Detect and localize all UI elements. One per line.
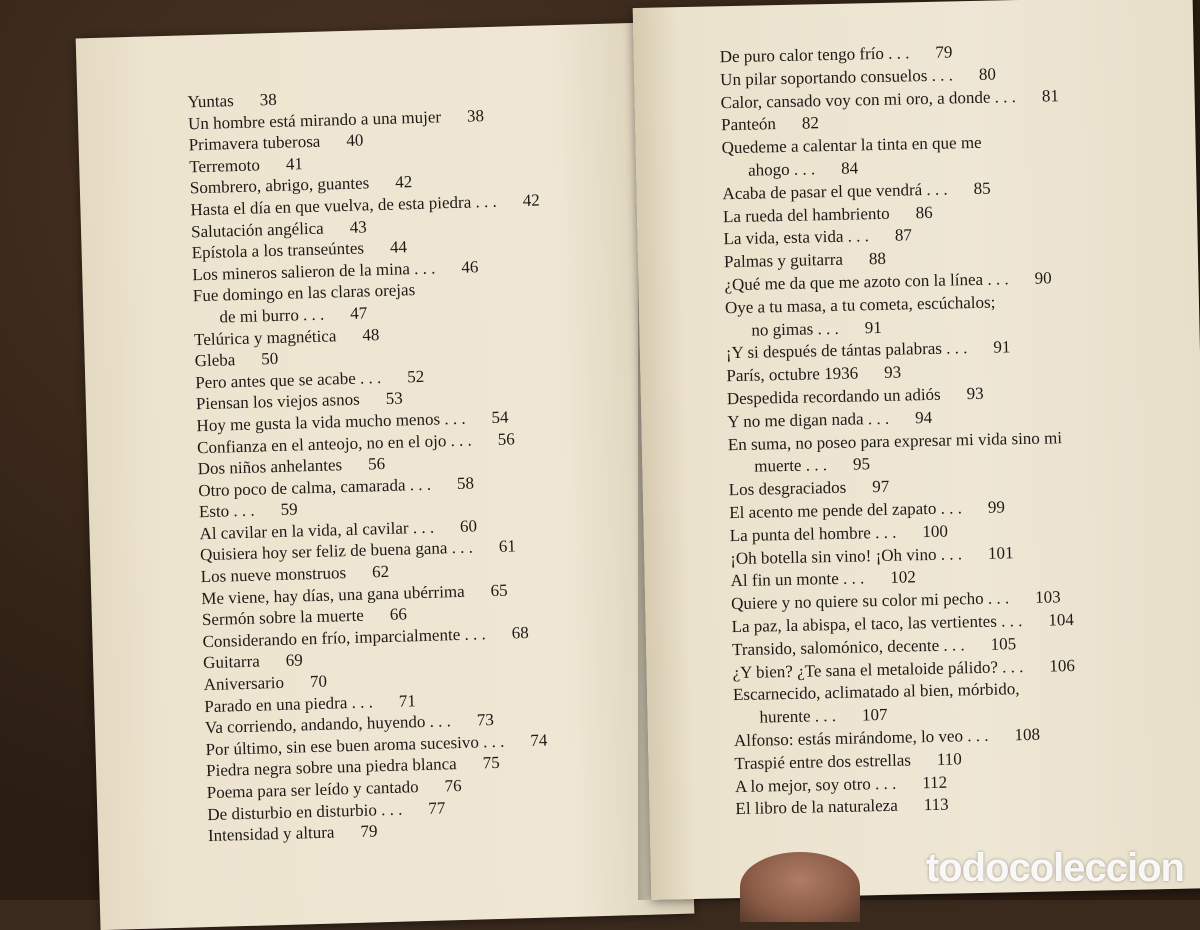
toc-entry-title: ¿Qué me da que me azoto con la línea . . . <box>724 269 1009 295</box>
toc-page-number: 79 <box>935 42 953 62</box>
toc-page-number: 75 <box>482 753 500 773</box>
toc-entry-title: La vida, esta vida . . . <box>723 226 870 249</box>
toc-page-number: 113 <box>923 794 949 815</box>
toc-page-number: 65 <box>490 580 508 600</box>
toc-page-number: 59 <box>280 499 298 520</box>
toc-page-number: 73 <box>476 710 495 730</box>
toc-entry-title: Los mineros salieron de la mina . . . <box>192 258 436 285</box>
toc-entry-continuation-text: de mi burro . . . <box>219 304 325 327</box>
toc-page-number: 93 <box>883 362 902 383</box>
toc-entry-title: Telúrica y magnética <box>193 325 337 349</box>
toc-entry-title: Palmas y guitarra <box>723 249 844 272</box>
toc-entry-title: El acento me pende del zapato . . . <box>729 498 963 523</box>
left-page <box>76 22 695 930</box>
toc-entry-title: París, octubre 1936 <box>726 363 859 386</box>
toc-entry-continuation-text: ahogo . . . <box>747 159 816 180</box>
toc-entry-continuation-text: muerte . . . <box>754 455 828 476</box>
toc-entry-title: Sermón sobre la muerte <box>201 605 365 630</box>
toc-entry-title: Hasta el día en que vuelva, de esta piedra . . . <box>190 191 497 220</box>
toc-entry-title: Y no me digan nada . . . <box>727 408 890 431</box>
toc-entry-title: Fue domingo en las claras orejas <box>192 280 416 306</box>
toc-page-number: 56 <box>497 428 516 449</box>
toc-entry-title: A lo mejor, soy otro . . . <box>734 773 897 796</box>
toc-entry-title: Gleba <box>194 350 236 371</box>
left-contents-list <box>187 79 648 847</box>
toc-entry-title: De disturbio en disturbio . . . <box>207 799 403 824</box>
toc-entry-title: Intensidad y altura <box>207 822 335 846</box>
toc-entry-title: Salutación angélica <box>190 218 324 241</box>
toc-page-number: 84 <box>840 158 859 178</box>
toc-page-number: 94 <box>914 407 933 428</box>
toc-page-number: 66 <box>389 604 408 625</box>
toc-page-number: 81 <box>1041 85 1060 106</box>
toc-entry-title: Aniversario <box>203 672 285 695</box>
toc-entry-title: En suma, no poseo para expresar mi vida sino mi <box>727 427 1063 454</box>
toc-page-number: 47 <box>350 303 368 323</box>
toc-entry-title: Calor, cansado voy con mi oro, a donde . . . <box>720 86 1017 112</box>
toc-page-number: 99 <box>987 497 1006 517</box>
toc-page-number: 58 <box>456 473 475 493</box>
toc-page-number: 106 <box>1049 655 1076 676</box>
toc-entry-title: Transido, salomónico, decente . . . <box>731 635 965 659</box>
toc-page-number: 86 <box>915 202 933 222</box>
toc-entry-title: Oye a tu masa, a tu cometa, escúchalos; <box>724 292 996 317</box>
toc-page-number: 103 <box>1034 587 1061 607</box>
toc-entry-title: Piedra negra sobre una piedra blanca <box>205 754 457 781</box>
toc-page-number: 82 <box>801 113 820 133</box>
toc-page-number: 42 <box>522 190 540 211</box>
toc-entry-title: Quedeme a calentar la tinta en que me <box>721 133 982 158</box>
toc-page-number: 79 <box>360 821 378 842</box>
toc-entry-title: Al fin un monte . . . <box>730 568 865 591</box>
right-contents-list <box>719 37 1155 821</box>
toc-page-number: 107 <box>861 705 888 725</box>
toc-entry-title: Sombrero, abrigo, guantes <box>189 173 370 198</box>
toc-page-number: 90 <box>1034 268 1052 288</box>
toc-entry-title: El libro de la naturaleza <box>735 796 898 819</box>
toc-page-number: 104 <box>1048 609 1075 630</box>
toc-entry-title: Los nueve monstruos <box>200 563 347 587</box>
toc-page-number: 76 <box>444 775 462 796</box>
toc-entry-title: Va corriendo, andando, huyendo . . . <box>204 711 452 738</box>
toc-entry-title: La paz, la abispa, el taco, las vertientes . . . <box>731 610 1023 637</box>
toc-entry-continuation-text: no gimas . . . <box>751 318 839 340</box>
toc-page-number: 52 <box>406 366 425 387</box>
toc-entry-continuation-text: hurente . . . <box>759 706 837 727</box>
toc-page-number: 70 <box>309 671 328 692</box>
toc-page-number: 85 <box>973 178 991 198</box>
toc-entry-title: Quisiera hoy ser feliz de buena gana . . . <box>199 538 474 565</box>
toc-entry-title: Epístola a los transeúntes <box>191 238 365 263</box>
toc-page-number: 38 <box>466 105 485 126</box>
toc-page-number: 105 <box>990 633 1017 654</box>
toc-page-number: 62 <box>371 561 390 582</box>
toc-entry-title: Acaba de pasar el que vendrá . . . <box>722 179 948 204</box>
toc-entry-title: Esto . . . <box>198 500 255 522</box>
toc-page-number: 53 <box>385 388 403 409</box>
toc-page-number: 61 <box>498 536 517 557</box>
toc-page-number: 46 <box>461 257 479 277</box>
toc-page-number: 100 <box>922 521 949 541</box>
toc-page-number: 68 <box>511 622 529 643</box>
toc-entry-title: Terremoto <box>189 155 261 177</box>
toc-page-number: 91 <box>864 317 882 337</box>
toc-entry-title: Yuntas <box>187 91 235 112</box>
toc-entry-title: ¡Y si después de tántas palabras . . . <box>725 338 968 363</box>
toc-page-number: 87 <box>894 225 913 246</box>
toc-page-number: 50 <box>261 349 279 369</box>
toc-page-number: 60 <box>459 516 478 536</box>
toc-page-number: 97 <box>872 476 890 497</box>
toc-entry-title: ¡Oh botella sin vino! ¡Oh vino . . . <box>730 543 963 568</box>
toc-entry-title: Traspié entre dos estrellas <box>734 750 912 773</box>
toc-page-number: 80 <box>978 64 997 84</box>
toc-entry-title: De puro calor tengo frío . . . <box>719 43 910 67</box>
toc-entry-title: Otro poco de calma, camarada . . . <box>198 474 432 500</box>
toc-entry-title: Considerando en frío, imparcialmente . . . <box>202 624 486 651</box>
toc-entry-title: Alfonso: estás mirándome, lo veo . . . <box>733 725 989 751</box>
toc-entry-title: Escarnecido, aclimatado al bien, mórbido, <box>732 679 1020 705</box>
toc-entry-title: La rueda del hambriento <box>722 203 890 226</box>
toc-page-number: 112 <box>922 772 948 792</box>
toc-page-number: 69 <box>285 650 304 671</box>
toc-page-number: 40 <box>346 130 364 151</box>
toc-page-number: 41 <box>285 153 304 174</box>
toc-page-number: 74 <box>530 730 548 750</box>
toc-entry-title: Un pilar soportando consuelos . . . <box>719 65 954 90</box>
toc-page-number: 48 <box>362 324 380 345</box>
toc-entry-title: Confianza en el anteojo, no en el ojo . . . <box>196 430 473 457</box>
toc-page-number: 91 <box>993 337 1011 357</box>
toc-page-number: 108 <box>1014 724 1041 745</box>
toc-entry-title: Poema para ser leído y cantado <box>206 777 419 803</box>
toc-entry-title: Despedida recordando un adiós <box>726 384 941 409</box>
toc-entry-title: Parado en una piedra . . . <box>204 692 374 716</box>
toc-page-number: 43 <box>349 216 367 237</box>
toc-page-number: 77 <box>428 798 446 818</box>
toc-page-number: 88 <box>868 249 887 269</box>
toc-page-number: 56 <box>367 454 386 474</box>
toc-entry-title: Dos niños anhelantes <box>197 455 343 479</box>
toc-entry-title: Quiere y no quiere su color mi pecho . . . <box>730 588 1010 614</box>
site-watermark: todocoleccion <box>925 846 1184 890</box>
thumb <box>740 852 860 922</box>
toc-entry-title: Por último, sin ese buen aroma sucesivo . . . <box>205 731 505 759</box>
toc-page-number: 44 <box>389 237 408 257</box>
toc-page-number: 71 <box>398 690 417 711</box>
toc-page-number: 110 <box>936 749 962 769</box>
toc-entry-title: ¿Y bien? ¿Te sana el metaloide pálido? . . . <box>732 656 1024 682</box>
toc-entry-title: Piensan los viejos asnos <box>195 389 360 414</box>
toc-page-number: 102 <box>890 567 916 588</box>
toc-entry-title: Panteón <box>720 114 777 135</box>
toc-page-number: 42 <box>394 172 413 192</box>
toc-page-number: 54 <box>491 407 509 427</box>
toc-entry-title: Guitarra <box>202 652 261 673</box>
toc-page-number: 93 <box>966 383 984 404</box>
toc-entry-title: Al cavilar en la vida, al cavilar . . . <box>199 517 435 544</box>
toc-page-number: 38 <box>259 89 277 110</box>
toc-entry-title: Pero antes que se acabe . . . <box>195 367 382 392</box>
toc-entry-title: Hoy me gusta la vida mucho menos . . . <box>196 408 466 436</box>
toc-entry-title: La punta del hombre . . . <box>729 522 897 545</box>
open-book <box>40 8 1200 900</box>
toc-entry-title: Me viene, hay días, una gana ubérrima <box>201 581 465 608</box>
toc-page-number: 95 <box>852 454 871 474</box>
toc-page-number: 101 <box>987 542 1014 563</box>
toc-entry-title: Los desgraciados <box>728 477 847 500</box>
right-page <box>633 0 1200 900</box>
toc-entry-title: Un hombre está mirando a una mujer <box>187 106 442 133</box>
toc-entry-title: Primavera tuberosa <box>188 131 321 155</box>
